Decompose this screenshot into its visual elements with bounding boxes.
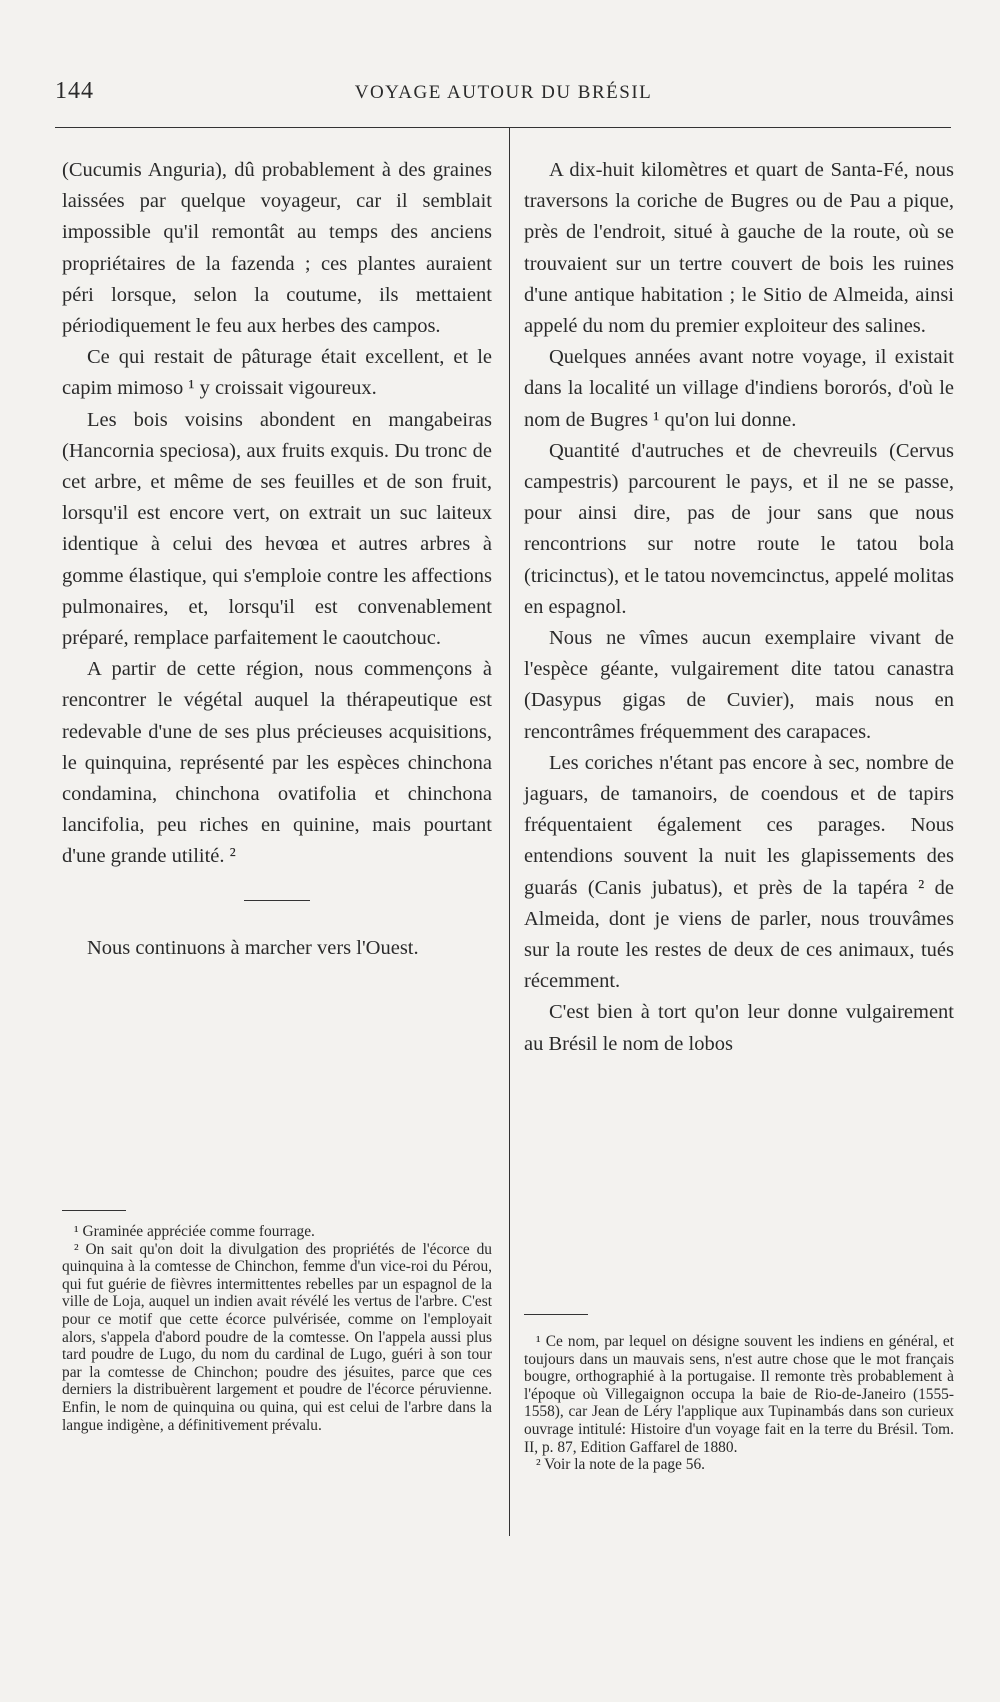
paragraph: A partir de cette région, nous commençons à rencontrer le végétal auquel la thérapeutique est redevable d'une de ses plus précieuses acquisitions, le quinquina, représenté par les espèces chinchona condamina, chinchona ovatifolia et chinchona lancifolia, peu riches en quinine, mais pourtant d'une grande utilité. ² [62, 658, 492, 868]
section-separator [244, 900, 310, 901]
footnote-rule [62, 1210, 126, 1211]
header-rule [55, 127, 951, 128]
paragraph: C'est bien à tort qu'on leur donne vulgairement au Brésil le nom de lobos [524, 1001, 954, 1055]
left-footnotes [62, 1223, 492, 1434]
paragraph: A dix-huit kilomètres et quart de Santa-Fé, nous traversons la coriche de Bugres ou de Pau a pique, près de l'endroit, situé à gauche de la route, où se trouvaient sur un tertre couvert de bois les ruines d'une antique habitation ; le Sitio de Almeida, ainsi appelé du nom du premier exploiteur des salines. [524, 159, 954, 338]
paragraph: (Cucumis Anguria), dû probablement à des graines laissées par quelque voyageur, car il semblait impossible qu'il remontât au temps des anciens propriétaires de la fazenda ; ces plantes auraient péri lorsque, selon la coutume, ils mettaient périodiquement le feu aux herbes des campos. [62, 159, 492, 338]
left-column [62, 155, 492, 964]
footnote-rule [524, 1314, 588, 1315]
paragraph: Nous ne vîmes aucun exemplaire vivant de l'espèce géante, vulgairement dite tatou canastra (Dasypus gigas de Cuvier), mais nous en rencontrâmes fréquemment des carapaces. [524, 627, 954, 743]
paragraph: Quelques années avant notre voyage, il existait dans la localité un village d'indiens bororós, d'où le nom de Bugres ¹ qu'on lui donne. [524, 346, 954, 431]
column-divider [509, 128, 510, 1536]
footnote: ² Voir la note de la page 56. [536, 1456, 706, 1474]
footnote: ² On sait qu'on doit la divulgation des propriétés de l'écorce du quinquina à la comtesse de Chinchon, femme d'un vice-roi du Pérou, qui fut guérie de fièvres intermittentes rebelles par un espagnol de la ville de Loja, auquel un indien avait révélé les vertus de l'arbre. C'est pour ce motif que cette écorce pulvérisée, comme on l'employait alors, s'appela d'abord poudre de la comtesse. On l'appela aussi plus tard poudre de Lugo, du nom du cardinal de Lugo, guéri à son tour par la comtesse de Chinchon; poudre des jésuites, parce que ces derniers la distribuèrent largement et poudre de l'écorce péruvienne. Enfin, le nom de quinquina ou quina, qui est celui de l'arbre dans la langue indigène, a définitivement prévalu. [62, 1240, 492, 1434]
right-footnotes [524, 1333, 954, 1474]
paragraph: Les coriches n'étant pas encore à sec, nombre de jaguars, de tamanoirs, de coendous et de tapirs fréquentaient également ces parages. Nous entendions souvent la nuit les glapissements des guarás (Canis jubatus), et près de la tapéra ² de Almeida, dont je viens de parler, nous trouvâmes sur la route les restes de deux de ces animaux, tués récemment. [524, 751, 954, 993]
right-column [524, 155, 954, 1060]
page-number: 144 [55, 78, 94, 104]
page-header [55, 78, 952, 114]
footnote: ¹ Ce nom, par lequel on désigne souvent les indiens en général, et toujours dans un mauvais sens, n'est autre chose que le mot français bougre, orthographié à la portugaise. Il remonte très probablement à l'époque où Villegaignon occupa la baie de Rio-de-Janeiro (1555-1558), car Jean de Léry l'applique aux Tupinambás dans son curieux ouvrage intitulé: Histoire d'un voyage fait en la terre du Brésil. Tom. II, p. 87, Edition Gaffarel de 1880. [524, 1333, 954, 1456]
paragraph: Les bois voisins abondent en mangabeiras (Hancornia speciosa), aux fruits exquis. Du tronc de cet arbre, et même de ses feuilles et de son fruit, lorsqu'il est encore vert, on extrait un suc laiteux identique à celui des hevœa et autres arbres à gomme élastique, qui s'emploie contre les affections pulmonaires, et, lorsqu'il est convenablement préparé, remplace parfaitement le caoutchouc. [62, 408, 492, 650]
footnote: ¹ Graminée appréciée comme fourrage. [74, 1223, 315, 1240]
paragraph: Quantité d'autruches et de chevreuils (Cervus campestris) parcourent le pays, et il ne se passe, pour ainsi dire, pas de jour sans que nous rencontrions sur notre route le tatou bola (tricinctus), et le tatou novemcinctus, appelé molitas en espagnol. [524, 439, 954, 618]
paragraph: Ce qui restait de pâturage était excellent, et le capim mimoso ¹ y croissait vigoureux. [62, 346, 492, 400]
running-title: VOYAGE AUTOUR DU BRÉSIL [354, 82, 653, 103]
paragraph: Nous continuons à marcher vers l'Ouest. [87, 936, 419, 959]
